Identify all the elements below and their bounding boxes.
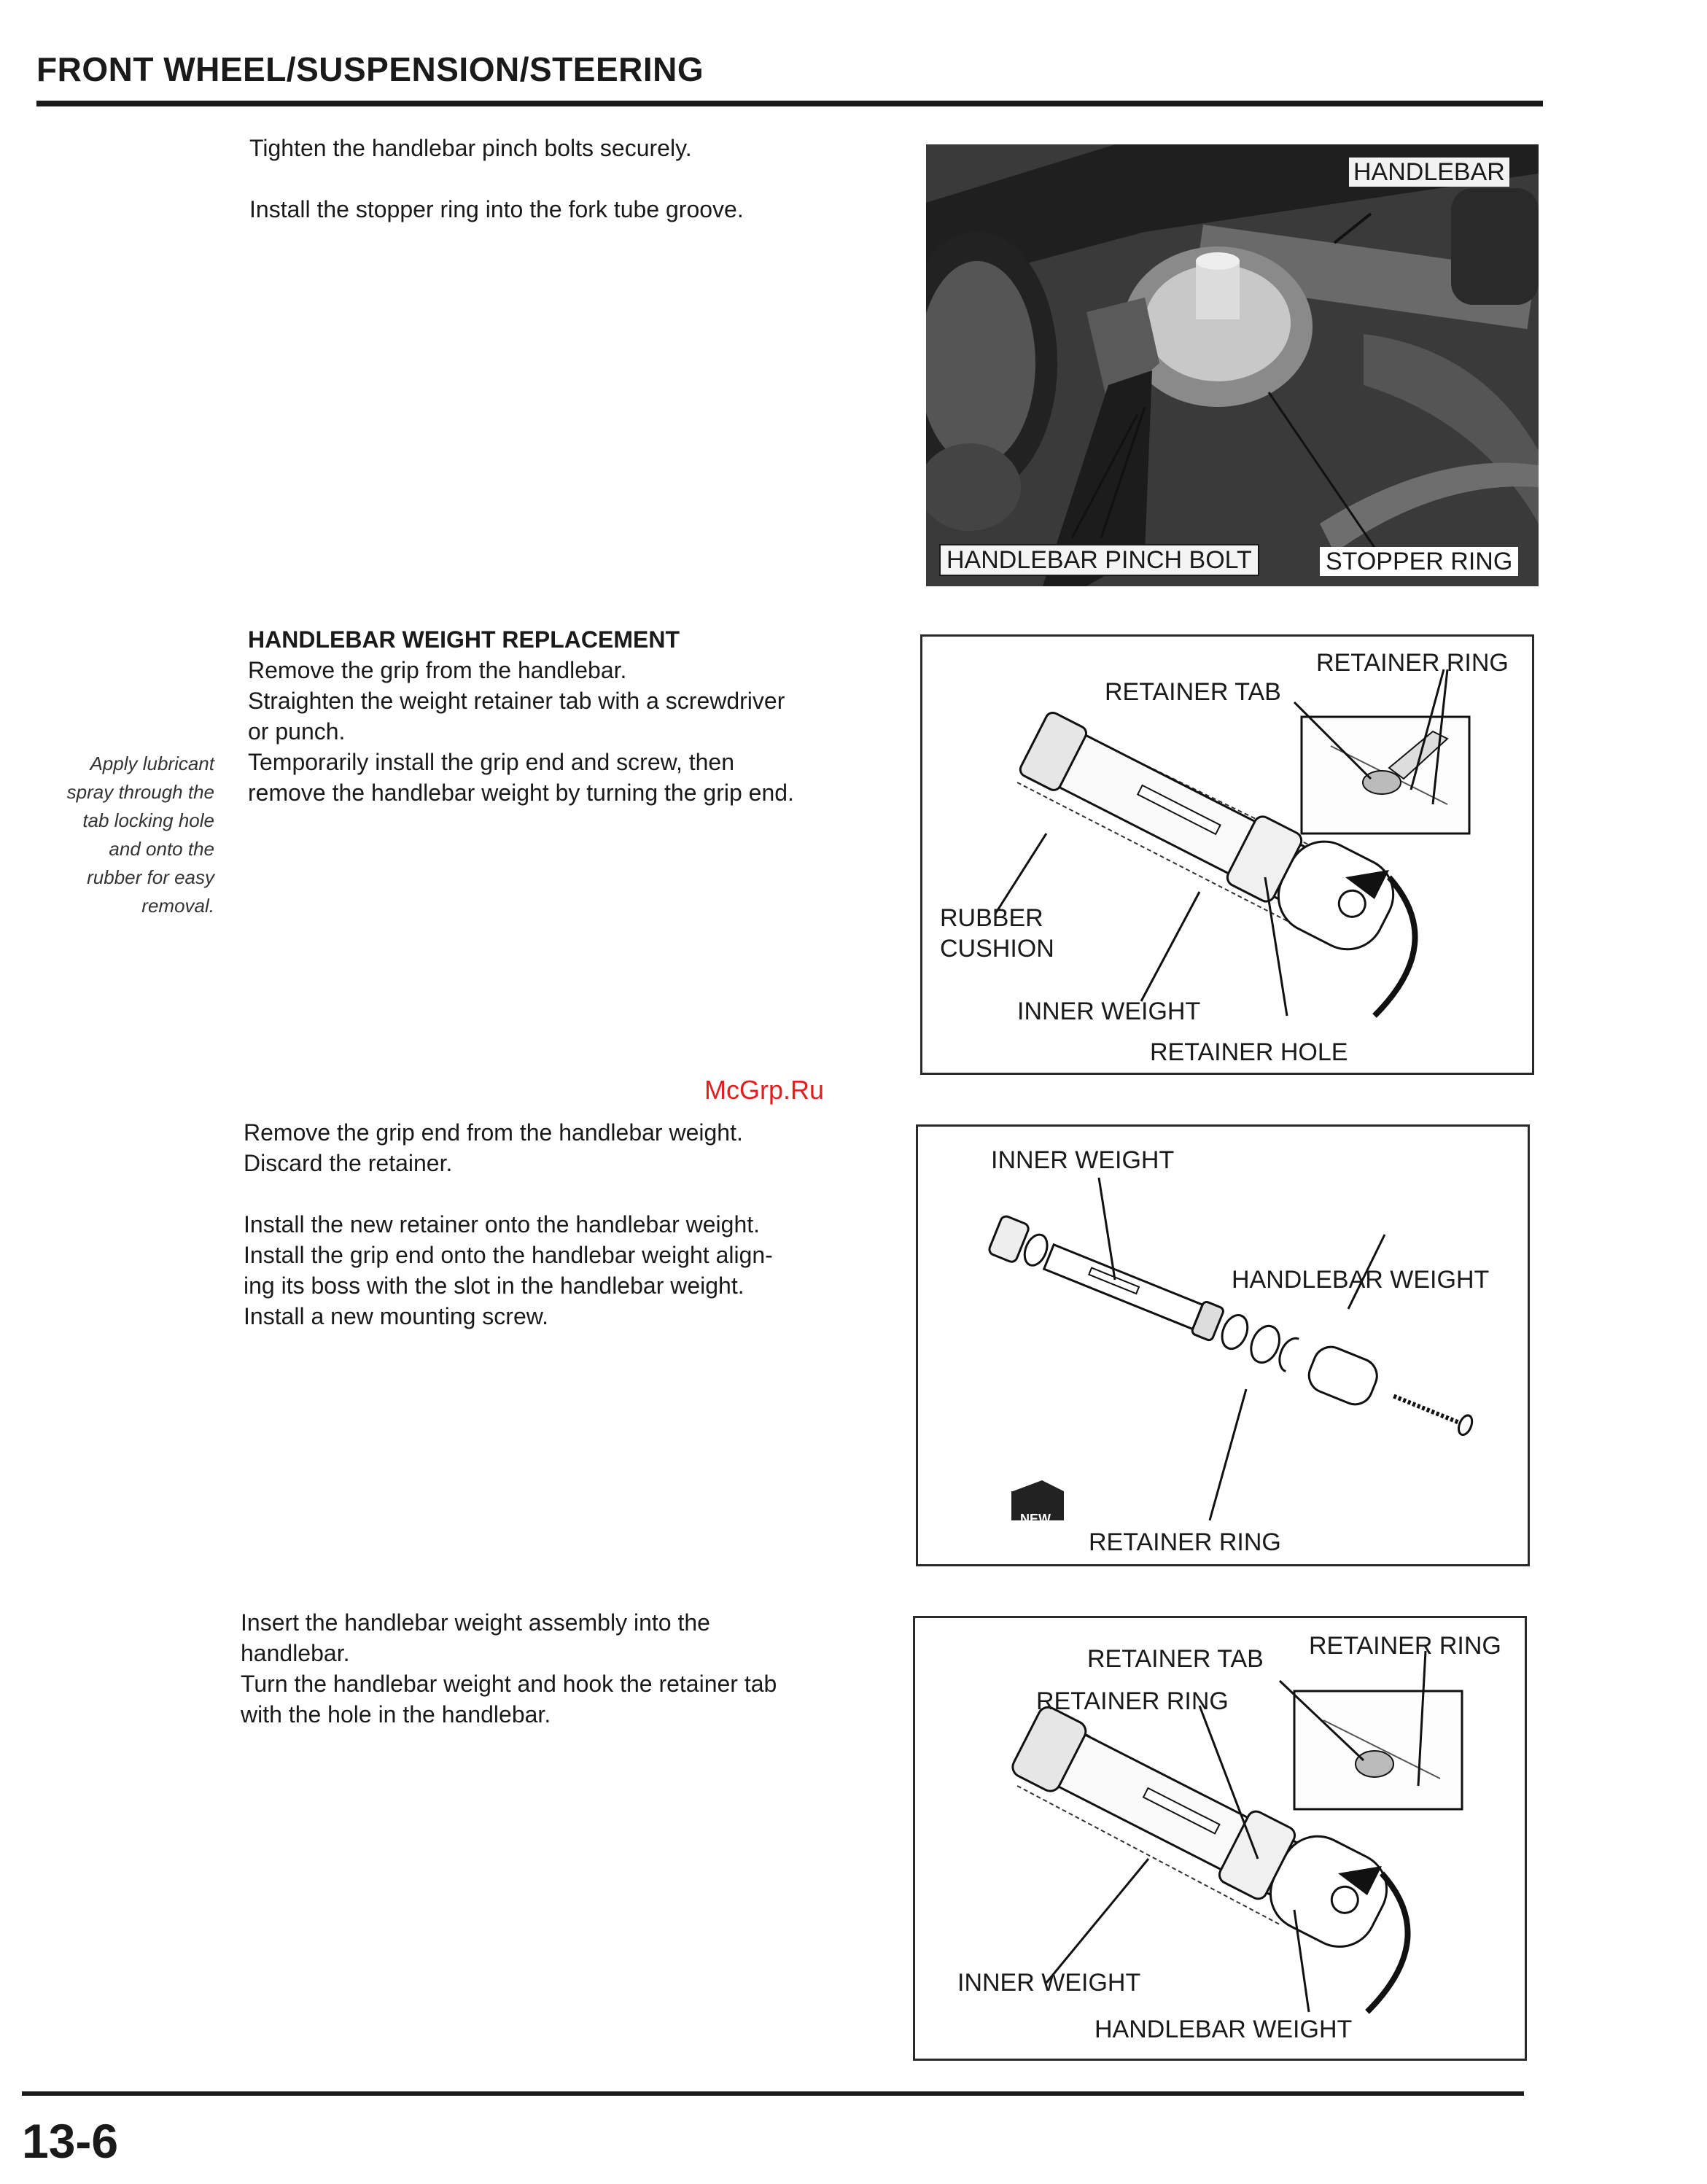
instruction-line: Install the grip end onto the handlebar weight align-	[244, 1242, 773, 1268]
side-note-line: rubber for easy	[87, 866, 214, 888]
section-heading: HANDLEBAR WEIGHT REPLACEMENT	[248, 626, 680, 653]
page-number: 13-6	[22, 2114, 119, 2168]
retainer-tab-label: RETAINER TAB	[1087, 1645, 1264, 1673]
handlebar-photo-figure	[926, 144, 1539, 586]
section1-text	[249, 133, 744, 225]
instruction-line: Tighten the handlebar pinch bolts securely.	[249, 135, 692, 161]
header-divider	[36, 101, 1543, 106]
instruction-line: Install the stopper ring into the fork tube groove.	[249, 196, 744, 222]
rubber-label: RUBBER	[940, 904, 1043, 932]
watermark: McGrp.Ru	[704, 1075, 825, 1105]
instruction-line: remove the handlebar weight by turning the grip end.	[248, 780, 794, 806]
instruction-line: Remove the grip from the handlebar.	[248, 657, 627, 683]
section4-text	[241, 1607, 777, 1730]
inner-weight-label: INNER WEIGHT	[991, 1146, 1175, 1174]
instruction-line: Insert the handlebar weight assembly into the	[241, 1609, 710, 1636]
instruction-line: Remove the grip end from the handlebar weight.	[244, 1119, 743, 1146]
retainer-ring-label: RETAINER RING	[1036, 1687, 1229, 1715]
instruction-line: Straighten the weight retainer tab with a screwdriver	[248, 688, 785, 714]
inner-weight-label: INNER WEIGHT	[957, 1969, 1141, 1997]
instruction-line: Install a new mounting screw.	[244, 1303, 548, 1329]
instruction-line: Turn the handlebar weight and hook the retainer tab	[241, 1671, 777, 1697]
instruction-line: Install the new retainer onto the handlebar weight.	[244, 1211, 761, 1237]
handlebar-weight-label: HANDLEBAR WEIGHT	[1232, 1266, 1490, 1294]
cushion-label: CUSHION	[940, 935, 1054, 963]
side-note-line: Apply lubricant	[90, 753, 214, 774]
inner-weight-label: INNER WEIGHT	[1017, 998, 1201, 1025]
exploded-weight-diagram	[918, 1127, 1528, 1564]
page-title: FRONT WHEEL/SUSPENSION/STEERING	[36, 50, 704, 88]
side-note-line: spray through the	[66, 781, 214, 803]
stopper-ring-label: STOPPER RING	[1320, 547, 1518, 576]
side-note-line: and onto the	[109, 838, 214, 860]
instruction-line: or punch.	[248, 718, 346, 745]
instruction-line: Temporarily install the grip end and screw, then	[248, 749, 735, 775]
side-note-line: tab locking hole	[82, 809, 214, 831]
retainer-tab-label: RETAINER TAB	[1105, 678, 1281, 706]
exploded-weight-figure	[916, 1124, 1530, 1566]
weight-removal-figure	[920, 634, 1534, 1075]
retainer-ring-label: RETAINER RING	[1316, 649, 1509, 677]
retainer-ring-top-label: RETAINER RING	[1309, 1632, 1501, 1660]
paragraph-gap	[244, 1178, 773, 1209]
instruction-line: handlebar.	[241, 1640, 350, 1666]
handlebar-weight-label: HANDLEBAR WEIGHT	[1094, 2016, 1353, 2043]
handlebar-label: HANDLEBAR	[1349, 158, 1509, 187]
retainer-hole-label: RETAINER HOLE	[1150, 1038, 1348, 1066]
instruction-line: ing its boss with the slot in the handlebar weight.	[244, 1272, 744, 1299]
weight-install-figure	[913, 1616, 1527, 2061]
pinch-bolt-label: HANDLEBAR PINCH BOLT	[939, 544, 1259, 576]
section2-text	[248, 624, 794, 808]
side-note	[29, 750, 214, 920]
instruction-line: Discard the retainer.	[244, 1150, 453, 1176]
footer-divider	[22, 2091, 1524, 2096]
handlebar-photo-illustration	[926, 144, 1539, 586]
instruction-line: with the hole in the handlebar.	[241, 1701, 551, 1728]
side-note-line: removal.	[141, 895, 214, 917]
new-badge: NEW	[1020, 1512, 1051, 1526]
section3-text	[244, 1117, 773, 1332]
retainer-ring-label: RETAINER RING	[1089, 1528, 1281, 1556]
